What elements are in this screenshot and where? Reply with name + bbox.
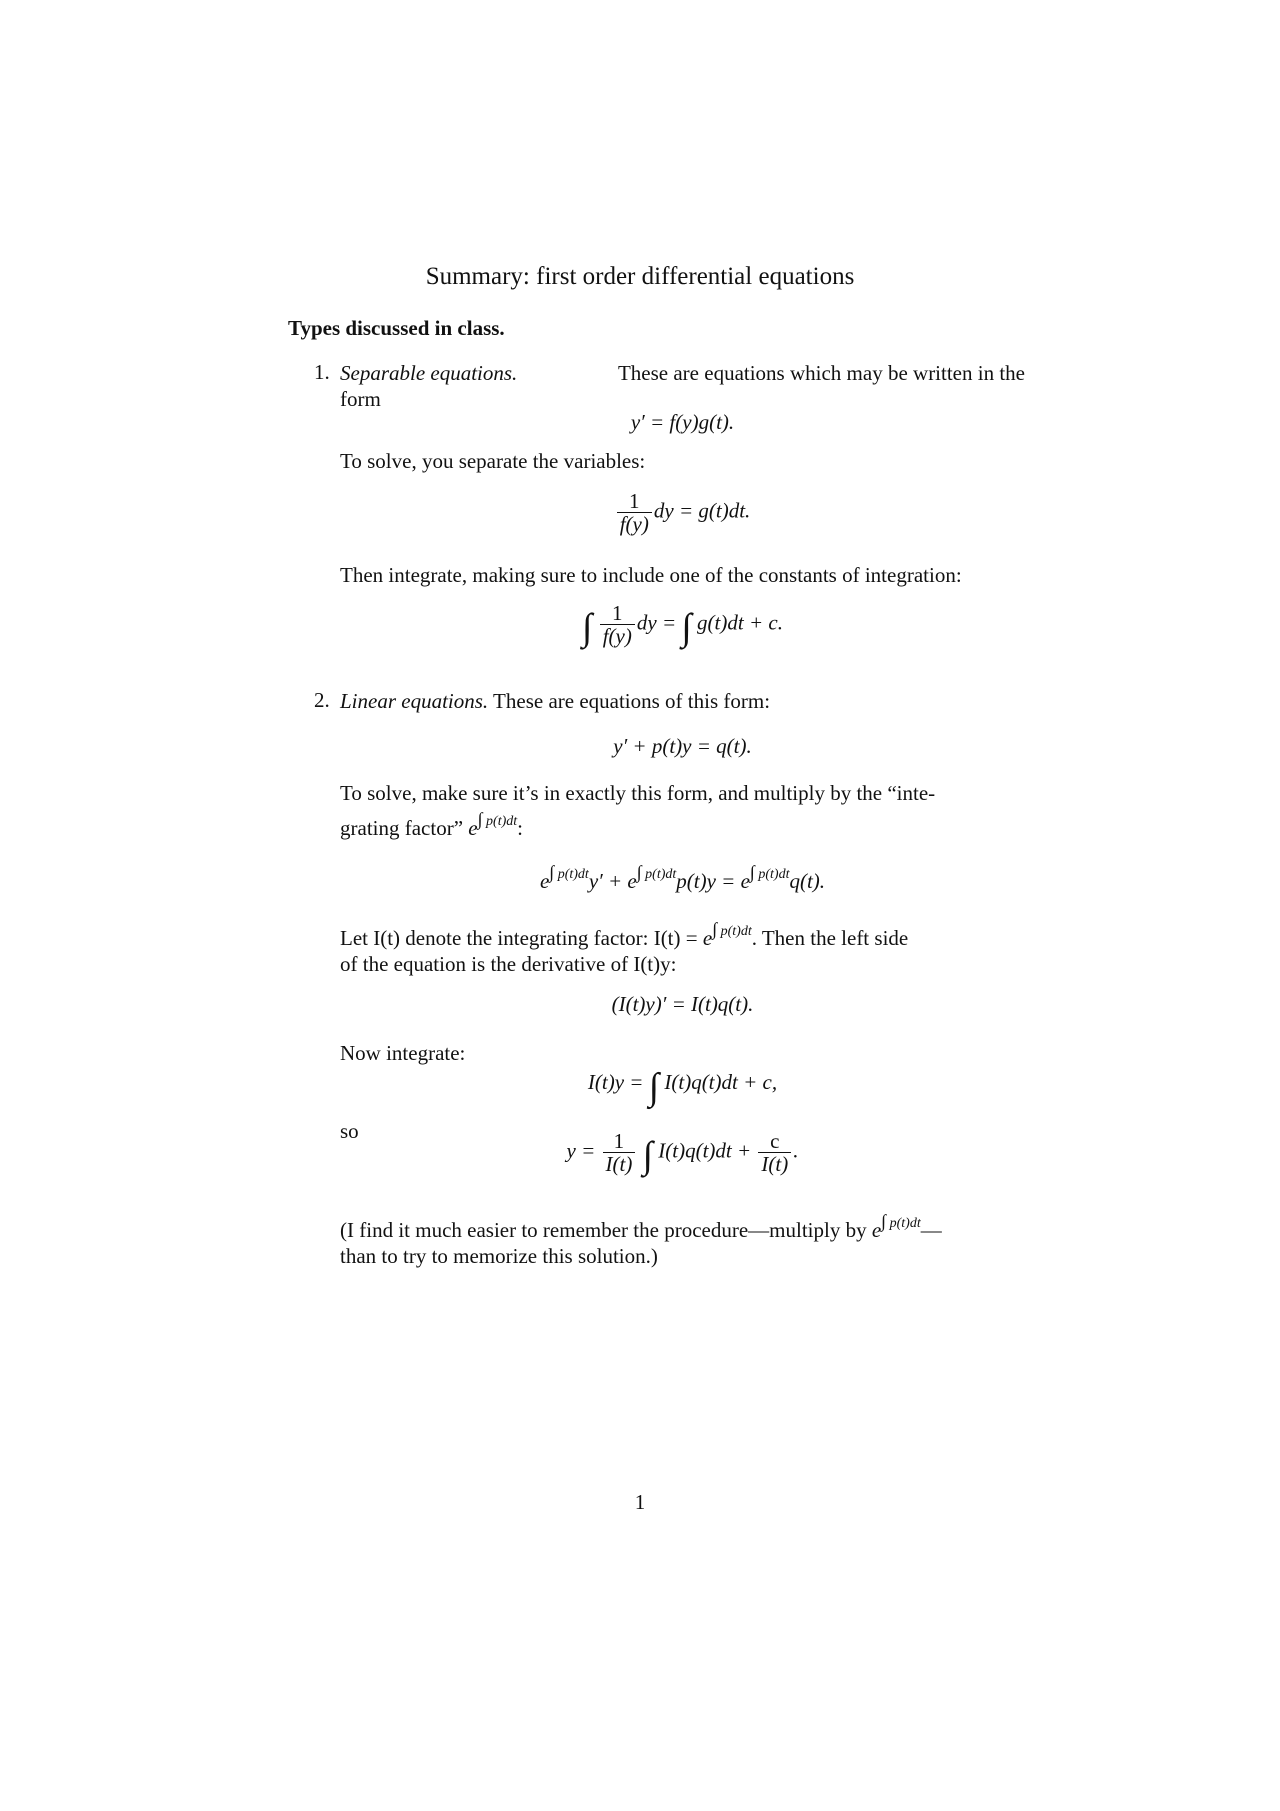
equation-integrated bbox=[340, 1068, 1025, 1106]
item-1-intro bbox=[340, 360, 1025, 412]
item-2-let-line1-a: Let I(t) denote the integrating factor: I(t) = bbox=[340, 926, 698, 950]
frac-numerator: c bbox=[758, 1130, 791, 1153]
item-2-intro bbox=[340, 688, 770, 714]
frac-denominator: I(t) bbox=[605, 1152, 633, 1176]
item-2-note-line1: (I find it much easier to remember the procedure—multiply by bbox=[340, 1218, 867, 1242]
exponent-text: p(t)dt bbox=[889, 1216, 921, 1231]
equation-rhs: dy = g(t)dt. bbox=[653, 498, 751, 523]
equation-rhs: I(t)q(t)dt + c, bbox=[664, 1070, 778, 1094]
item-2-number: 2. bbox=[314, 688, 330, 712]
integral-sign-icon: ∫ bbox=[642, 1134, 654, 1177]
term-1: y′ + bbox=[588, 869, 623, 893]
exponent-text: p(t)dt bbox=[758, 867, 790, 882]
equation-linear-form: y′ + p(t)y = q(t). bbox=[613, 734, 752, 758]
item-2-to-solve-line2: grating factor” bbox=[340, 816, 464, 840]
equation-lhs: y = bbox=[566, 1138, 596, 1163]
item-2-intro-text: These are equations of this form: bbox=[493, 689, 771, 713]
item-1-to-solve: To solve, you separate the variables: bbox=[340, 449, 646, 473]
item-1-number: 1. bbox=[314, 360, 330, 384]
frac-numerator: 1 bbox=[603, 1130, 636, 1153]
equation-rhs: g(t)dt + c. bbox=[697, 610, 783, 635]
item-2-to-solve: To solve, make sure it’s in exactly this form, and multiply by the “inte- grating factor” $e^{\int p(t)dt}$: bbox=[340, 780, 1025, 841]
item-1-name: Separable equations. bbox=[340, 361, 518, 385]
item-2-let: Let I(t) denote the integrating factor: $I(t) = e^{\int p(t)dt}$. Then the left side of the equation is the derivative of I(t)y: bbox=[340, 916, 1025, 977]
item-2-so: so bbox=[340, 1119, 359, 1143]
term-2: p(t)y = bbox=[676, 869, 736, 893]
section-heading: Types discussed in class. bbox=[288, 316, 505, 340]
equation-mid: I(t)q(t)dt + bbox=[658, 1138, 752, 1163]
equation-lhs-rest: dy = bbox=[636, 610, 677, 635]
equation-separate-variables bbox=[340, 490, 1025, 535]
frac-denominator: f(y) bbox=[602, 624, 632, 648]
frac-denominator: f(y) bbox=[619, 512, 649, 536]
equation-multiply-integrating-factor: $e^{\int p(t)dt}y' + e^{\int p(t)dt}p(t)y = e^{\int p(t)dt}q(t)$. bbox=[539, 862, 826, 893]
item-2-let-line1-b: . Then the left side bbox=[751, 926, 909, 950]
integral-sign-icon: ∫ bbox=[681, 606, 692, 649]
frac-numerator: 1 bbox=[600, 602, 635, 625]
item-1-then-integrate: Then integrate, making sure to include one of the constants of integration: bbox=[340, 563, 962, 587]
equation-solution: y = $\frac{1}{I(t)}$ ∫ I(t)q(t)dt + $\frac{c}{I(t)}$ . bbox=[566, 1129, 799, 1177]
exponent-text: p(t)dt bbox=[557, 867, 589, 882]
page-title: Summary: first order differential equations bbox=[425, 263, 855, 290]
item-2-note: (I find it much easier to remember the procedure—multiply by $e^{\int p(t)dt}—$ than to try to memorize this solution.) bbox=[340, 1208, 1025, 1269]
item-1-intro-line1: These are equations which may be written in the bbox=[617, 361, 1025, 385]
frac-numerator: 1 bbox=[617, 490, 652, 513]
frac-denominator: I(t) bbox=[761, 1152, 789, 1176]
equation-separable-form: y′ = f(y)g(t). bbox=[630, 410, 735, 434]
integral-sign-icon: ∫ bbox=[648, 1066, 660, 1108]
integral-sign-icon: ∫ bbox=[582, 606, 593, 649]
equation-derivative: (I(t)y)′ = I(t)q(t). bbox=[611, 992, 754, 1016]
item-2-to-solve-line1: To solve, make sure it’s in exactly this form, and multiply by the “inte- bbox=[340, 781, 936, 805]
item-2-name: Linear equations. bbox=[340, 689, 489, 713]
page-number: 1 bbox=[634, 1490, 646, 1514]
equation-integrate-separable bbox=[340, 602, 1025, 647]
item-1-intro-line2: form bbox=[340, 387, 381, 411]
exponent-text: p(t)dt bbox=[486, 814, 518, 829]
exponent-text: p(t)dt bbox=[720, 924, 752, 939]
equation-lhs: I(t)y = bbox=[587, 1070, 644, 1094]
item-2-let-line2: of the equation is the derivative of I(t)y: bbox=[340, 952, 677, 976]
exponent-text: p(t)dt bbox=[645, 867, 677, 882]
item-2-note-line2: than to try to memorize this solution.) bbox=[340, 1244, 658, 1268]
item-2-now-integrate: Now integrate: bbox=[340, 1041, 466, 1065]
term-3: q(t). bbox=[789, 869, 826, 893]
